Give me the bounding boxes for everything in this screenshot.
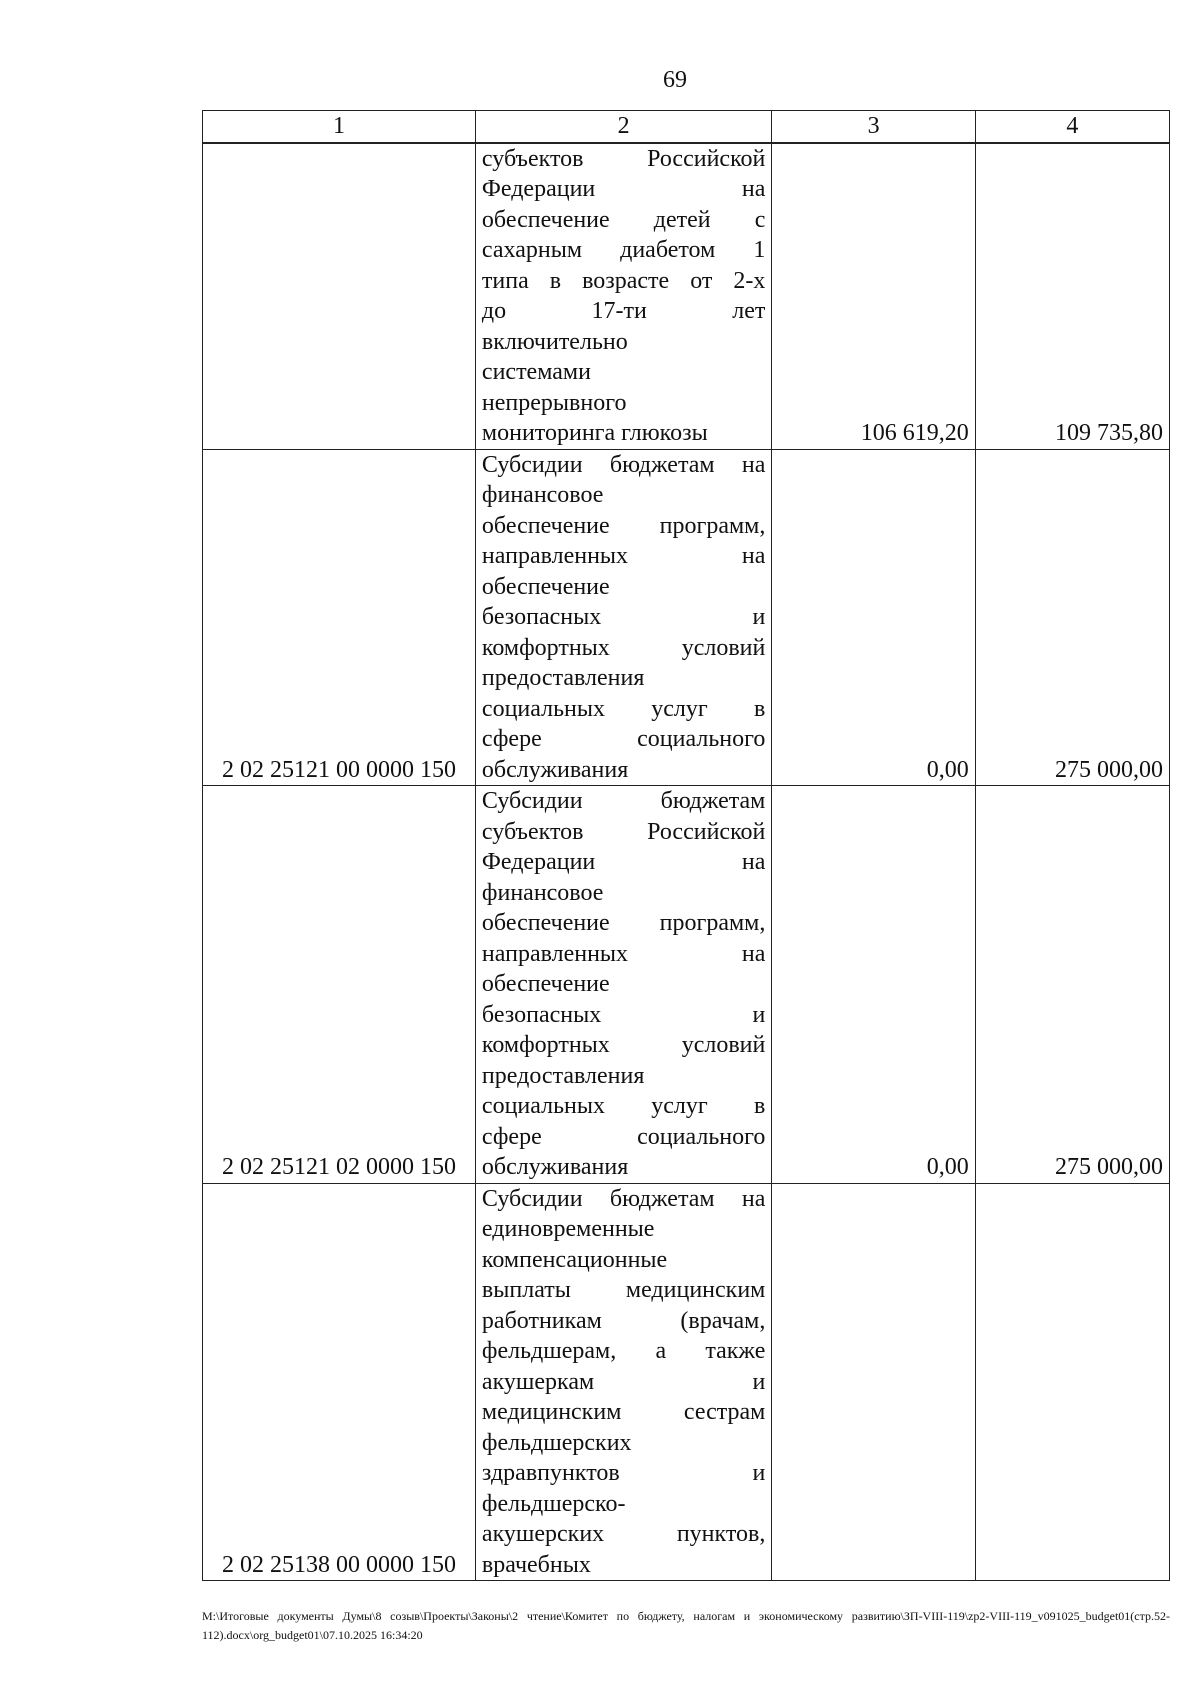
description-line: комфортных условий bbox=[481, 1032, 766, 1058]
amount-col3-cell bbox=[772, 1183, 975, 1581]
description-line: сахарным диабетом 1 bbox=[481, 237, 766, 263]
amount-col3-cell: 0,00 bbox=[772, 449, 975, 786]
amount-col4-cell: 109 735,80 bbox=[975, 143, 1169, 450]
amount-col3-cell: 106 619,20 bbox=[772, 143, 975, 450]
description-line: направленных на bbox=[481, 940, 766, 967]
description-cell bbox=[475, 449, 771, 786]
header-col-3: 3 bbox=[772, 111, 975, 143]
description-cell bbox=[475, 786, 771, 1184]
description-line: предоставления bbox=[481, 1062, 645, 1089]
description-line: Субсидии бюджетам bbox=[481, 788, 766, 814]
description-cell bbox=[475, 143, 771, 450]
description-line: акушеркам и bbox=[481, 1368, 766, 1395]
description-line: обеспечение программ, bbox=[481, 512, 766, 539]
description-line: работникам (врачам, bbox=[481, 1307, 766, 1334]
description-line: выплаты медицинским bbox=[481, 1277, 766, 1303]
header-col-4: 4 bbox=[975, 111, 1169, 143]
description-line: безопасных и bbox=[481, 604, 766, 630]
description-line: типа в возрасте от 2-х bbox=[481, 267, 766, 294]
budget-code-cell: 2 02 25121 00 0000 150 bbox=[203, 449, 476, 786]
description-line: субъектов Российской bbox=[481, 145, 766, 172]
table-row bbox=[203, 143, 1170, 450]
amount-col4-cell: 275 000,00 bbox=[975, 449, 1169, 786]
description-line: Федерации на bbox=[481, 176, 766, 202]
description-line: непрерывного bbox=[481, 389, 627, 416]
description-line: предоставления bbox=[481, 665, 645, 691]
description-line: субъектов Российской bbox=[481, 818, 766, 845]
table-row bbox=[203, 449, 1170, 786]
description-line: включительно bbox=[481, 328, 628, 355]
description-line: врачебных bbox=[481, 1551, 591, 1578]
description-line: акушерских пунктов, bbox=[481, 1521, 766, 1547]
description-line: социальных услуг в bbox=[481, 1093, 766, 1119]
amount-col4-cell bbox=[975, 1183, 1169, 1581]
header-col-1: 1 bbox=[203, 111, 476, 143]
description-line: мониторинга глюкозы bbox=[481, 420, 708, 446]
amount-col4-cell: 275 000,00 bbox=[975, 786, 1169, 1184]
description-line: Федерации на bbox=[481, 849, 766, 875]
budget-code-cell: 2 02 25138 00 0000 150 bbox=[203, 1183, 476, 1581]
description-line: фельдшерских bbox=[481, 1429, 632, 1456]
description-line: фельдшерско- bbox=[481, 1490, 626, 1517]
description-line: социальных услуг в bbox=[481, 695, 766, 722]
amount-col3-cell: 0,00 bbox=[772, 786, 975, 1184]
table-row bbox=[203, 1183, 1170, 1581]
table-body bbox=[203, 143, 1170, 1581]
page-number: 69 bbox=[663, 67, 687, 93]
file-path-footer: M:\Итоговые документы Думы\8 созыв\Проекты\Законы\2 чтение\Комитет по бюджету, налогам и экономическому развитию\ЗП-VIII-119\zp2-VIII-119_v091025_budget01(стр.52-112).docx\org_budget01\07.10.2025 16:34:20 bbox=[202, 1609, 1170, 1642]
description-line: комфортных условий bbox=[481, 634, 766, 661]
budget-table bbox=[202, 110, 1170, 1581]
table-row bbox=[203, 786, 1170, 1184]
table-header-row bbox=[203, 111, 1170, 143]
description-line: компенсационные bbox=[481, 1246, 668, 1273]
description-line: медицинским сестрам bbox=[481, 1399, 766, 1425]
description-line: финансовое bbox=[481, 879, 604, 906]
description-line: сфере социального bbox=[481, 1123, 766, 1150]
budget-code-cell: 2 02 25121 02 0000 150 bbox=[203, 786, 476, 1184]
description-line: обеспечение программ, bbox=[481, 910, 766, 936]
description-line: Субсидии бюджетам на bbox=[481, 1185, 766, 1212]
description-line: обслуживания bbox=[481, 756, 629, 783]
description-line: обеспечение bbox=[481, 573, 610, 600]
description-line: направленных на bbox=[481, 543, 766, 569]
description-line: до 17-ти лет bbox=[481, 298, 766, 324]
description-line: единовременные bbox=[481, 1216, 655, 1242]
header-col-2: 2 bbox=[475, 111, 771, 143]
description-line: обслуживания bbox=[481, 1154, 629, 1180]
budget-code-cell bbox=[203, 143, 476, 450]
description-line: обеспечение bbox=[481, 971, 610, 997]
description-line: обеспечение детей с bbox=[481, 206, 766, 233]
description-line: финансовое bbox=[481, 482, 604, 508]
description-line: Субсидии бюджетам на bbox=[481, 451, 766, 478]
description-line: системами bbox=[481, 359, 591, 385]
description-line: здравпунктов и bbox=[481, 1460, 766, 1486]
description-line: сфере социального bbox=[481, 726, 766, 752]
description-cell bbox=[475, 1183, 771, 1581]
description-line: безопасных и bbox=[481, 1001, 766, 1028]
description-line: фельдшерам, а также bbox=[481, 1338, 766, 1364]
